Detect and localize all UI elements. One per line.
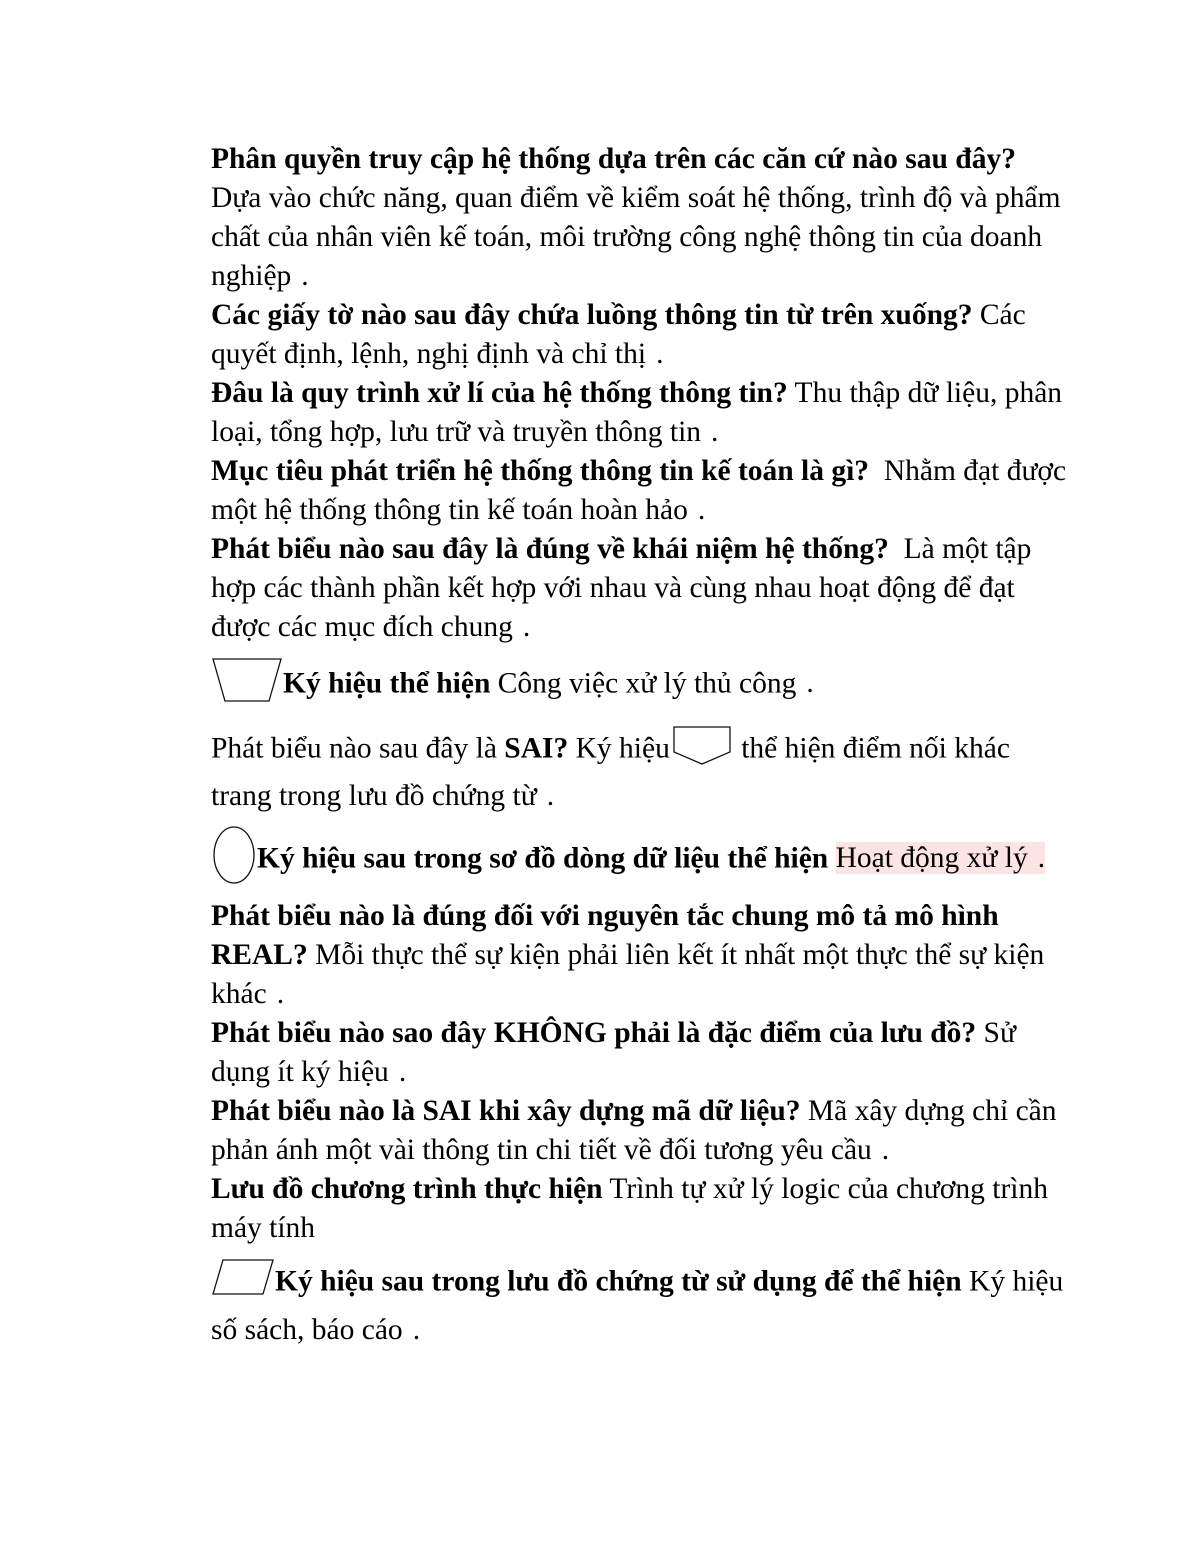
question: Phát biểu nào sau đây là đúng về khái niệm hệ thống?	[211, 533, 889, 565]
question-emphasis: SAI?	[504, 732, 569, 765]
answer: Là một tập hợp các thành phần kết hợp với nhau và cùng nhau hoạt động để đạt được các mục đích chung	[211, 533, 1032, 643]
manual-operation-icon	[211, 655, 283, 716]
answer: Các quyết định, lệnh, nghị định và chỉ thị	[211, 299, 1026, 370]
end-mark: .	[301, 260, 309, 292]
end-mark: .	[697, 494, 706, 526]
answer: Thu thập dữ liệu, phân loại, tổng hợp, lưu trữ và truyền thông tin	[211, 377, 1063, 448]
answer: Hoạt động xử lý	[835, 842, 1028, 875]
question: Ký hiệu sau trong lưu đồ chứng từ sử dụng để thể hiện	[275, 1265, 962, 1298]
question: Đâu là quy trình xử lí của hệ thống thông tin?	[211, 377, 788, 409]
end-mark: .	[881, 1134, 890, 1166]
process-circle-icon	[211, 824, 257, 897]
qa-entry-1	[211, 140, 1071, 296]
answer: Trình tự xử lý logic của chương trình máy tính	[211, 1173, 1048, 1244]
qa-entry-4	[211, 452, 1071, 530]
qa-entry-8	[211, 824, 1071, 897]
question: Ký hiệu thể hiện	[283, 667, 491, 700]
question: Mục tiêu phát triển hệ thống thông tin kế toán là gì?	[211, 455, 870, 487]
answer: thể hiện điểm nối khác trang trong lưu đồ chứng từ	[211, 732, 1010, 812]
qa-entry-2	[211, 296, 1071, 374]
end-mark: .	[398, 1056, 407, 1088]
qa-entry-10	[211, 1014, 1071, 1092]
qa-entry-3	[211, 374, 1071, 452]
input-output-parallelogram-icon	[211, 1256, 275, 1311]
qa-entry-9	[211, 897, 1071, 1014]
off-page-connector-icon	[670, 724, 734, 777]
end-mark: .	[1037, 842, 1046, 875]
qa-entry-13	[211, 1256, 1071, 1350]
question: Phát biểu nào sao đây KHÔNG phải là đặc điểm của lưu đồ?	[211, 1017, 977, 1049]
qa-entry-5	[211, 530, 1071, 647]
answer-highlighted	[836, 842, 1046, 874]
answer: Nhằm đạt được một hệ thống thông tin kế toán hoàn hảo	[211, 455, 1067, 526]
document-page	[211, 140, 1071, 1350]
end-mark: .	[276, 978, 285, 1010]
end-mark: .	[412, 1314, 421, 1346]
question: Lưu đồ chương trình thực hiện	[211, 1173, 603, 1205]
question-part-2: Ký hiệu	[575, 732, 670, 765]
end-mark: .	[656, 338, 664, 370]
answer: Ký hiệu số sách, báo cáo	[211, 1265, 1064, 1346]
question: Các giấy tờ nào sau đây chứa luồng thông tin từ trên xuống?	[211, 299, 973, 331]
question: Phát biểu nào là SAI khi xây dựng mã dữ liệu?	[211, 1095, 801, 1127]
answer: Sử dụng ít ký hiệu	[211, 1017, 1016, 1088]
qa-entry-11	[211, 1092, 1071, 1170]
qa-entry-7	[211, 724, 1071, 816]
qa-entry-6	[211, 655, 1071, 716]
question: Phát biểu nào là đúng đối với nguyên tắc chung mô tả mô hình REAL?	[211, 900, 999, 971]
answer: Công việc xử lý thủ công	[497, 667, 797, 700]
answer: Mỗi thực thể sự kiện phải liên kết ít nhất một thực thể sự kiện khác	[211, 939, 1045, 1010]
answer: Dựa vào chức năng, quan điểm về kiểm soát hệ thống, trình độ và phẩm chất của nhân viên kế toán, môi trường công nghệ thông tin của doanh nghiệp	[211, 182, 1061, 292]
end-mark: .	[546, 780, 555, 812]
answer: Mã xây dựng chỉ cần phản ánh một vài thông tin chi tiết về đối tương yêu cầu	[211, 1095, 1057, 1166]
question-part-1: Phát biểu nào sau đây là	[211, 732, 497, 765]
qa-entry-12	[211, 1170, 1071, 1248]
end-mark: .	[522, 611, 531, 643]
question: Phân quyền truy cập hệ thống dựa trên các căn cứ nào sau đây?	[211, 143, 1016, 175]
end-mark: .	[711, 416, 719, 448]
question: Ký hiệu sau trong sơ đồ dòng dữ liệu thể hiện	[257, 842, 829, 875]
end-mark: .	[806, 667, 814, 700]
